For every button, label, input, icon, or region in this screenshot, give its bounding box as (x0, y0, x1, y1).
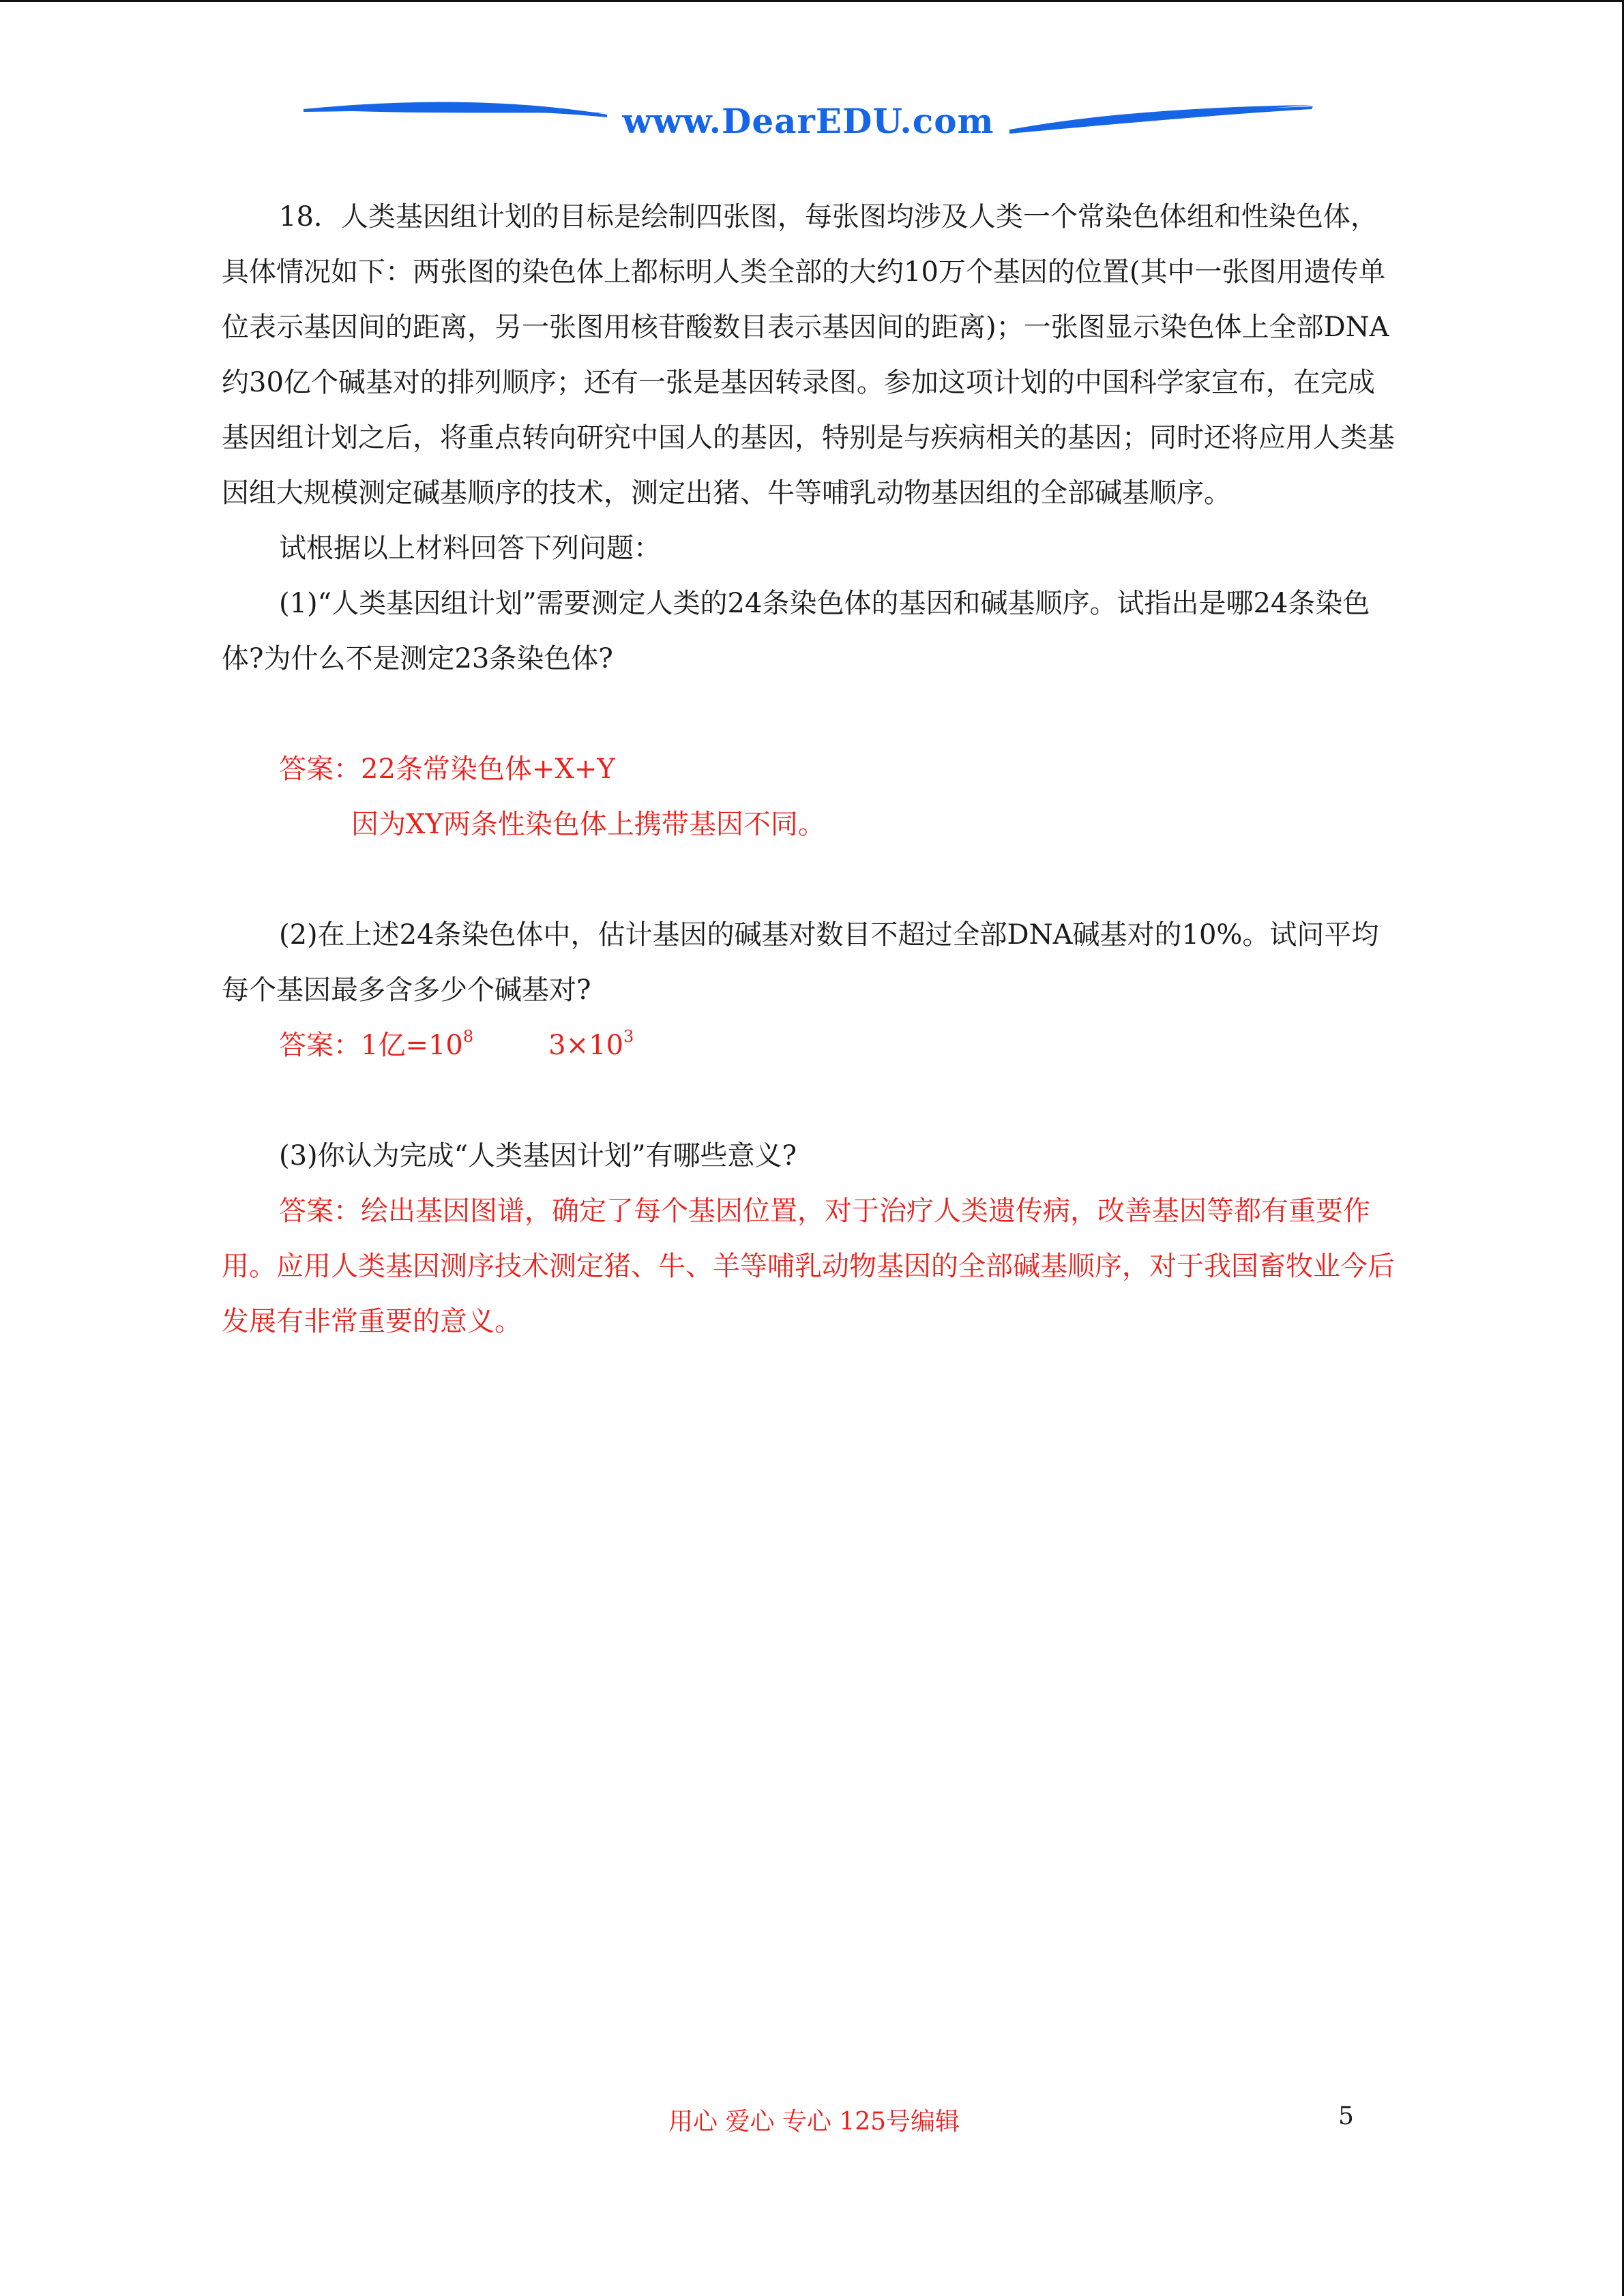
footer-slogan: 用心 爱心 专心 125号编辑 (668, 2108, 960, 2136)
spacer (222, 687, 1402, 742)
answer-2-exponent-1: 8 (462, 1027, 474, 1046)
question-intro: 18．人类基因组计划的目标是绘制四张图，每张图均涉及人类一个常染色体组和性染色体，具体情况如下：两张图的染色体上都标明人类全部的大约10万个基因的位置(其中一张图用遗传单位表示基因间的距离，另一张图用核苷酸数目表示基因间的距离)；一张图显示染色体上全部DNA约30亿个碱基对的排列顺序；还有一张是基因转录图。参加这项计划的中国科学家宣布，在完成基因组计划之后，将重点转向研究中国人的基因，特别是与疾病相关的基因；同时还将应用人类基因组大规模测定碱基顺序的技术，测定出猪、牛等哺乳动物基因组的全部碱基顺序。 (222, 201, 1395, 509)
question-3: (3)你认为完成“人类基因计划”有哪些意义? (279, 1140, 797, 1172)
spacer (222, 1073, 1402, 1129)
answer-2-exponent-2: 3 (623, 1027, 634, 1046)
answer-2-result: 3×10 (548, 1030, 624, 1061)
header-banner (304, 94, 1313, 149)
top-border-line (0, 0, 1624, 2)
question-prompt: 试根据以上材料回答下列问题： (279, 533, 661, 564)
question-1: (1)“人类基因组计划”需要测定人类的24条染色体的基因和碱基顺序。试指出是哪24条染色体?为什么不是测定23条染色体? (222, 588, 1370, 674)
answer-1-line-2: 因为XY两条性染色体上携带基因不同。 (351, 809, 825, 840)
answer-2 (222, 1018, 1402, 1073)
question-2: (2)在上述24条染色体中，估计基因的碱基对数目不超过全部DNA碱基对的10%。试问平均每个基因最多含多少个碱基对? (222, 919, 1379, 1006)
answer-1-line-1: 答案：22条常染色体+X+Y (279, 754, 615, 785)
document-body (222, 190, 1402, 1350)
answer-2-prefix: 答案：1亿=10 (279, 1030, 463, 1061)
page-number: 5 (1338, 2102, 1354, 2130)
spacer (222, 852, 1402, 908)
answer-3: 答案：绘出基因图谱，确定了每个基因位置，对于治疗人类遗传病，改善基因等都有重要作用。应用人类基因测序技术测定猪、牛、羊等哺乳动物基因的全部碱基顺序，对于我国畜牧业今后发展有非常重要的意义。 (222, 1195, 1395, 1337)
site-logo-text: www.DearEDU.com (622, 101, 994, 141)
